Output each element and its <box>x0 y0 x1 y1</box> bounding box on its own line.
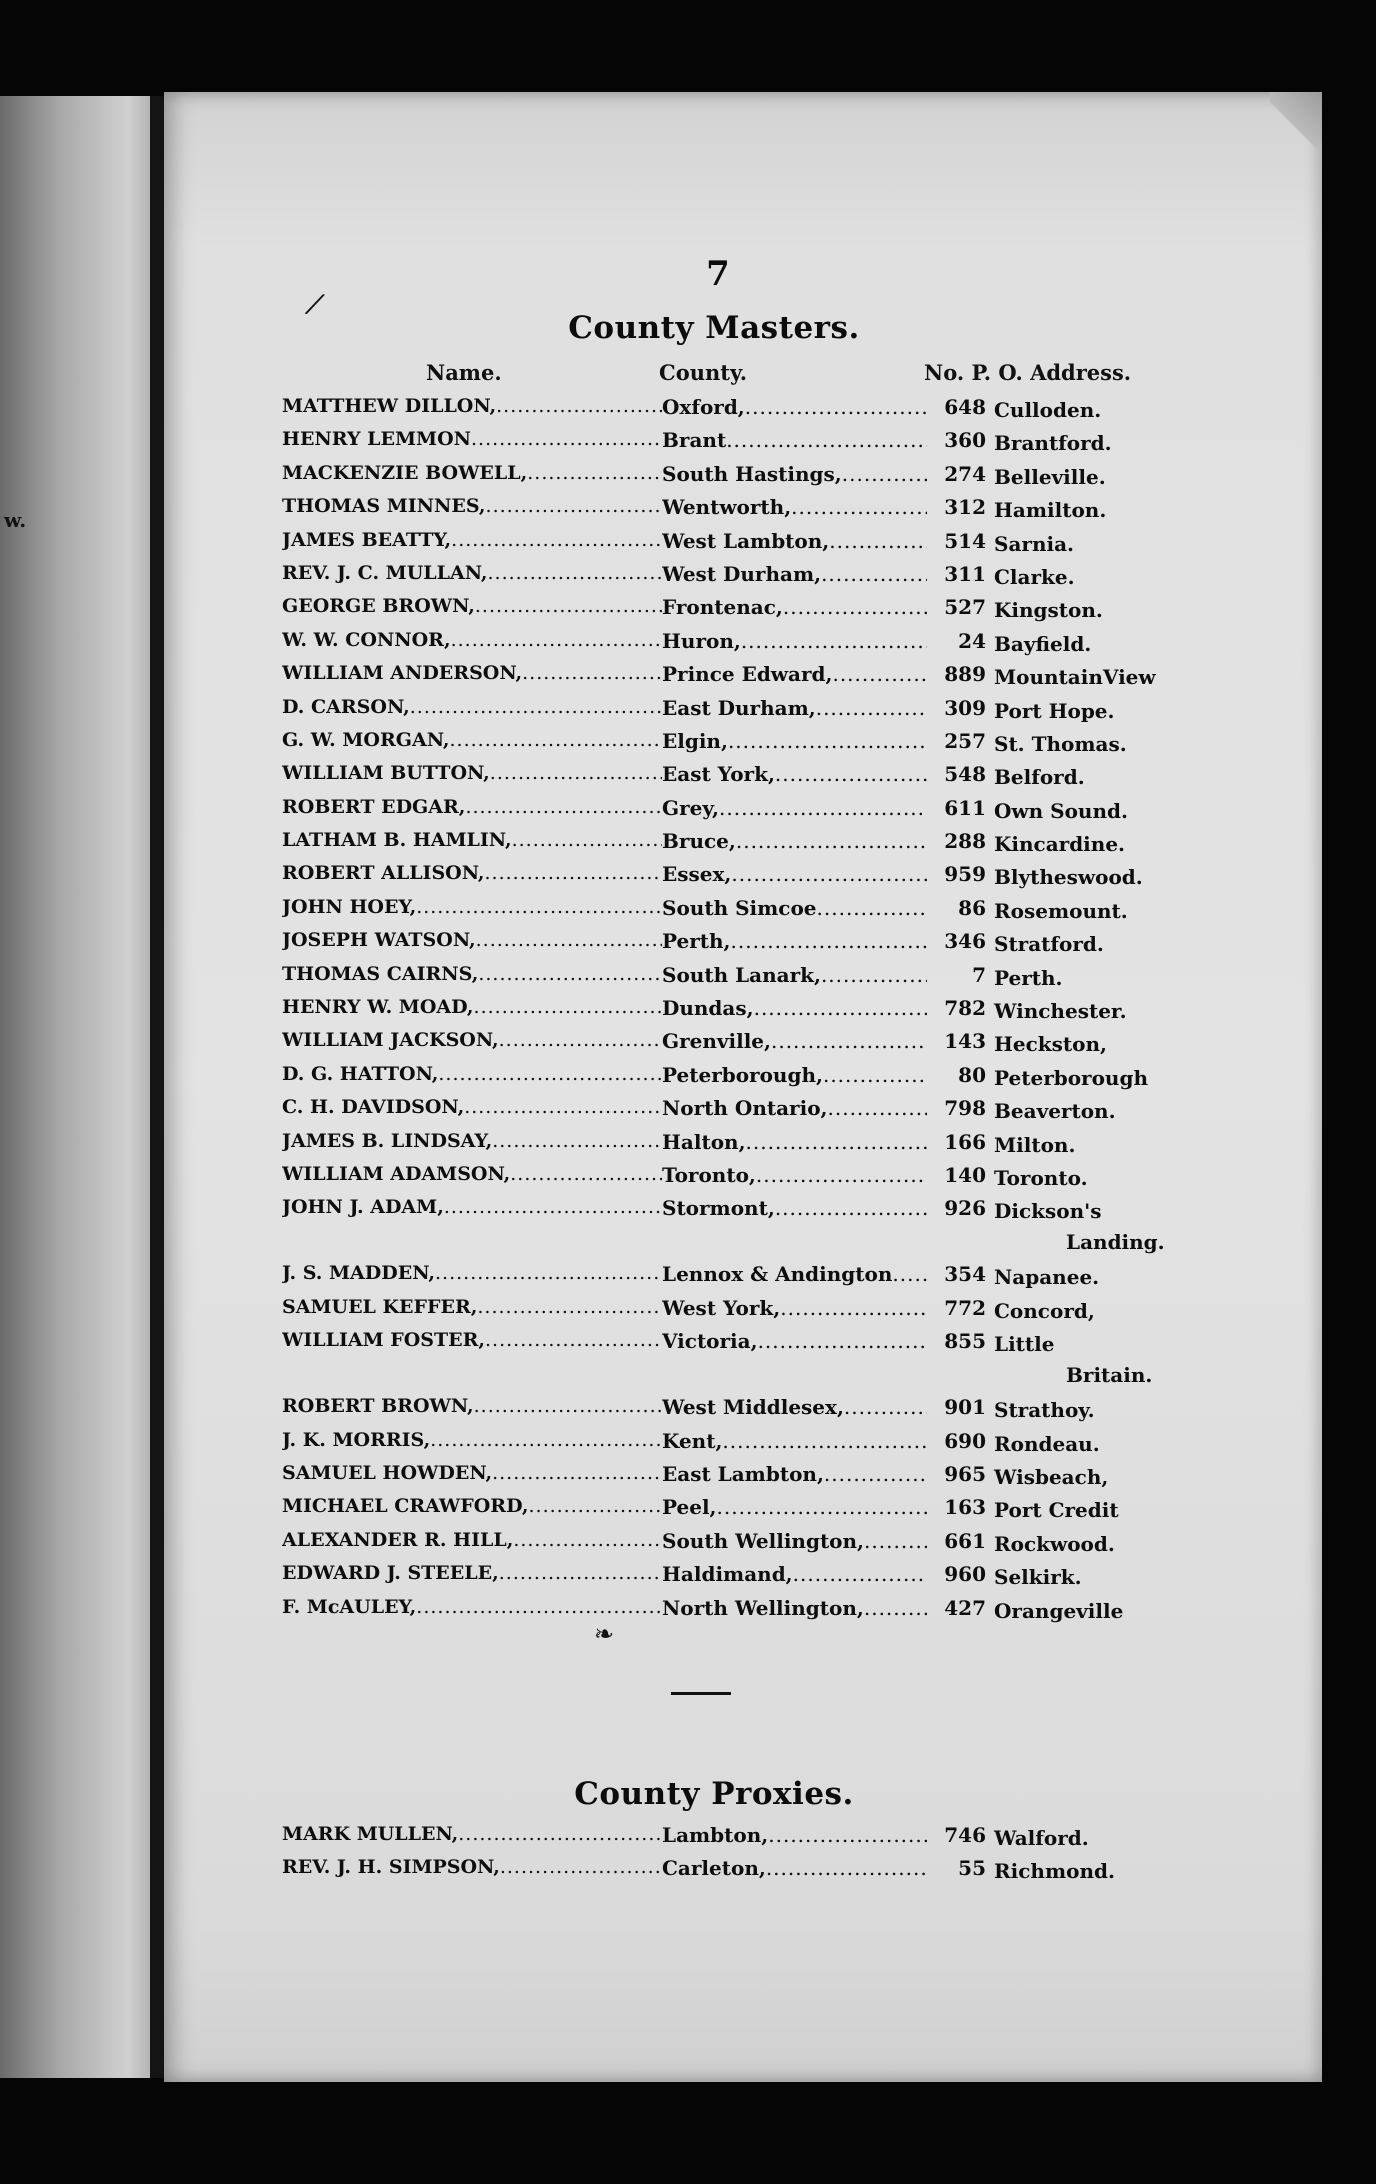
lodge-number: 354 <box>944 1262 986 1287</box>
county-masters-table <box>282 392 1222 1626</box>
table-row <box>282 559 1222 592</box>
member-name: J. K. MORRIS, ..... <box>282 1429 662 1451</box>
table-row <box>282 392 1222 425</box>
lodge-number: 690 <box>944 1428 986 1453</box>
county-name: Victoria, ..... <box>662 1329 927 1353</box>
county-name: Haldimand, ..... <box>662 1562 927 1586</box>
member-name: MACKENZIE BOWELL, ..... <box>282 462 662 484</box>
county-name: Wentworth, ..... <box>662 495 927 519</box>
lodge-number: 611 <box>944 795 986 820</box>
table-row <box>282 893 1222 926</box>
table-row <box>282 1559 1222 1592</box>
post-office-address <box>994 696 1234 727</box>
lodge-number: 855 <box>944 1329 986 1354</box>
column-header-no-address: No. P. O. Address. <box>924 360 1132 385</box>
lodge-number: 55 <box>958 1856 986 1881</box>
address-line: Selkirk. <box>994 1565 1082 1590</box>
address-line: Napanee. <box>994 1265 1100 1290</box>
table-row <box>282 1853 1222 1886</box>
table-row <box>282 1820 1222 1853</box>
member-name: W. W. CONNOR, ..... <box>282 629 662 651</box>
lodge-number: 959 <box>944 862 986 887</box>
table-row <box>282 1193 1222 1259</box>
county-name: Perth, ..... <box>662 929 927 953</box>
member-name: D. G. HATTON, ..... <box>282 1063 662 1085</box>
post-office-address <box>994 762 1234 793</box>
lodge-number: 24 <box>958 628 986 653</box>
table-row <box>282 1459 1222 1492</box>
table-row <box>282 659 1222 692</box>
post-office-address <box>994 1562 1234 1593</box>
member-name: MARK MULLEN, ..... <box>282 1823 662 1845</box>
post-office-address <box>994 1163 1234 1194</box>
lodge-number: 427 <box>944 1595 986 1620</box>
county-name: Kent, ..... <box>662 1429 927 1453</box>
lodge-number: 798 <box>944 1096 986 1121</box>
document-page <box>164 92 1322 2082</box>
post-office-address <box>994 1856 1234 1887</box>
county-name: South Simcoe ..... <box>662 896 927 920</box>
table-row <box>282 926 1222 959</box>
county-name: East York, ..... <box>662 762 927 786</box>
post-office-address <box>994 629 1234 660</box>
address-line: Peterborough <box>994 1065 1148 1090</box>
address-line: MountainView <box>994 665 1156 690</box>
county-proxies-heading: County Proxies. <box>574 1776 854 1812</box>
address-line: Port Hope. <box>994 698 1115 723</box>
county-name: Peel, ..... <box>662 1495 927 1519</box>
county-name: South Hastings, ..... <box>662 462 927 486</box>
member-name: EDWARD J. STEELE, ..... <box>282 1562 662 1584</box>
post-office-address <box>994 1495 1234 1526</box>
address-line: Hamilton. <box>994 498 1107 523</box>
address-line: Walford. <box>994 1826 1089 1850</box>
lodge-number: 140 <box>944 1162 986 1187</box>
address-line: Port Credit <box>994 1498 1119 1523</box>
table-row <box>282 1426 1222 1459</box>
address-line: Strathoy. <box>994 1398 1095 1423</box>
post-office-address <box>994 1823 1234 1854</box>
address-line: Landing. <box>1066 1230 1165 1255</box>
post-office-address <box>994 395 1234 426</box>
county-name: Dundas, ..... <box>662 996 927 1020</box>
lodge-number: 889 <box>944 662 986 687</box>
table-row <box>282 1026 1222 1059</box>
post-office-address <box>994 729 1234 760</box>
county-name: Prince Edward, ..... <box>662 662 927 686</box>
member-name: JAMES BEATTY, ..... <box>282 529 662 551</box>
address-line: Brantford. <box>994 431 1112 456</box>
member-name: REV. J. C. MULLAN, ..... <box>282 562 662 584</box>
table-row <box>282 1160 1222 1193</box>
lodge-number: 548 <box>944 762 986 787</box>
address-line: Rockwood. <box>994 1531 1115 1556</box>
member-name: THOMAS MINNES, ..... <box>282 495 662 517</box>
post-office-address <box>994 595 1234 626</box>
post-office-address <box>994 1262 1234 1293</box>
post-office-address <box>994 963 1234 994</box>
county-name: Grey, ..... <box>662 796 927 820</box>
lodge-number: 926 <box>944 1196 986 1221</box>
address-line: Heckston, <box>994 1032 1107 1057</box>
county-name: West Middlesex, ..... <box>662 1395 927 1419</box>
post-office-address <box>994 996 1234 1027</box>
table-row <box>282 1060 1222 1093</box>
lodge-number: 782 <box>944 996 986 1021</box>
book-gutter <box>150 96 164 2078</box>
table-row <box>282 1593 1222 1626</box>
member-name: F. McAULEY, ..... <box>282 1596 662 1618</box>
table-row <box>282 993 1222 1026</box>
table-row <box>282 960 1222 993</box>
table-row <box>282 1492 1222 1525</box>
member-name: C. H. DAVIDSON, ..... <box>282 1096 662 1118</box>
lodge-number: 965 <box>944 1461 986 1486</box>
county-name: Stormont, ..... <box>662 1196 927 1220</box>
county-name: West Lambton, ..... <box>662 529 927 553</box>
address-line: St. Thomas. <box>994 731 1127 756</box>
lodge-number: 346 <box>944 929 986 954</box>
post-office-address <box>994 862 1234 893</box>
lodge-number: 514 <box>944 528 986 553</box>
post-office-address <box>994 829 1234 860</box>
post-office-address <box>994 1296 1234 1327</box>
post-office-address <box>994 562 1234 593</box>
member-name: WILLIAM ADAMSON, ..... <box>282 1163 662 1185</box>
address-line: Wisbeach, <box>994 1464 1109 1489</box>
address-line: Belford. <box>994 765 1085 790</box>
county-name: Lambton, ..... <box>662 1823 927 1847</box>
lodge-number: 80 <box>958 1062 986 1087</box>
county-name: East Lambton, ..... <box>662 1462 927 1486</box>
table-row <box>282 492 1222 525</box>
address-line: Beaverton. <box>994 1099 1116 1124</box>
member-name: HENRY W. MOAD, ..... <box>282 996 662 1018</box>
member-name: WILLIAM ANDERSON, ..... <box>282 662 662 684</box>
county-name: Elgin, ..... <box>662 729 927 753</box>
member-name: WILLIAM FOSTER, ..... <box>282 1329 662 1351</box>
post-office-address <box>994 662 1234 693</box>
address-line: Blytheswood. <box>994 865 1143 890</box>
address-line: Concord, <box>994 1298 1095 1323</box>
section-divider-rule <box>671 1692 731 1695</box>
table-row <box>282 793 1222 826</box>
lodge-number: 288 <box>944 829 986 854</box>
left-page-text-fragment: w. <box>4 508 27 532</box>
address-line: Orangeville <box>994 1598 1124 1623</box>
page-corner-fold <box>1270 92 1322 152</box>
county-name: Essex, ..... <box>662 862 927 886</box>
table-row <box>282 759 1222 792</box>
post-office-address <box>994 529 1234 560</box>
member-name: JOHN J. ADAM, ..... <box>282 1196 662 1218</box>
post-office-address <box>994 1329 1234 1391</box>
county-name: West York, ..... <box>662 1296 927 1320</box>
county-name: Toronto, ..... <box>662 1163 927 1187</box>
table-row <box>282 1326 1222 1392</box>
member-name: JOSEPH WATSON, ..... <box>282 929 662 951</box>
lodge-number: 772 <box>944 1295 986 1320</box>
lodge-number: 309 <box>944 695 986 720</box>
post-office-address <box>994 1063 1234 1094</box>
left-facing-page <box>0 96 150 2078</box>
lodge-number: 960 <box>944 1562 986 1587</box>
member-name: SAMUEL KEFFER, ..... <box>282 1296 662 1318</box>
member-name: REV. J. H. SIMPSON, ..... <box>282 1856 662 1878</box>
county-name: West Durham, ..... <box>662 562 927 586</box>
address-line: Winchester. <box>994 999 1127 1024</box>
lodge-number: 86 <box>958 895 986 920</box>
county-name: Lennox & Andington ..... <box>662 1262 927 1286</box>
member-name: HENRY LEMMON ..... <box>282 428 662 450</box>
address-line: Belleville. <box>994 464 1106 489</box>
address-line: Dickson's <box>994 1199 1102 1224</box>
county-name: Frontenac, ..... <box>662 595 927 619</box>
member-name: SAMUEL HOWDEN, ..... <box>282 1462 662 1484</box>
county-masters-heading: County Masters. <box>568 310 860 346</box>
address-line: Kincardine. <box>994 832 1126 857</box>
member-name: WILLIAM JACKSON, ..... <box>282 1029 662 1051</box>
table-row <box>282 1293 1222 1326</box>
member-name: ROBERT EDGAR, ..... <box>282 796 662 818</box>
table-row <box>282 693 1222 726</box>
member-name: J. S. MADDEN, ..... <box>282 1262 662 1284</box>
county-name: Halton, ..... <box>662 1130 927 1154</box>
table-row <box>282 859 1222 892</box>
member-name: ALEXANDER R. HILL, ..... <box>282 1529 662 1551</box>
member-name: MICHAEL CRAWFORD, ..... <box>282 1495 662 1517</box>
lodge-number: 274 <box>944 461 986 486</box>
post-office-address <box>994 896 1234 927</box>
lodge-number: 257 <box>944 728 986 753</box>
table-row <box>282 626 1222 659</box>
address-line: Culloden. <box>994 398 1102 422</box>
county-name: Grenville, ..... <box>662 1029 927 1053</box>
county-name: Oxford, ..... <box>662 395 927 419</box>
member-name: MATTHEW DILLON, ..... <box>282 395 662 417</box>
lodge-number: 7 <box>972 962 986 987</box>
table-row <box>282 826 1222 859</box>
table-row <box>282 459 1222 492</box>
post-office-address <box>994 1429 1234 1460</box>
address-line: Little <box>994 1332 1055 1357</box>
table-row <box>282 726 1222 759</box>
county-name: Huron, ..... <box>662 629 927 653</box>
member-name: D. CARSON, ..... <box>282 696 662 718</box>
table-row <box>282 1259 1222 1292</box>
ink-stroke-mark: ⁄ <box>308 287 321 324</box>
county-name: North Ontario, ..... <box>662 1096 927 1120</box>
county-name: Peterborough, ..... <box>662 1063 927 1087</box>
lodge-number: 527 <box>944 595 986 620</box>
address-line: Britain. <box>1066 1363 1153 1388</box>
address-line: Richmond. <box>994 1859 1115 1884</box>
table-row <box>282 1526 1222 1559</box>
lodge-number: 746 <box>944 1823 986 1847</box>
lodge-number: 143 <box>944 1029 986 1054</box>
post-office-address <box>994 462 1234 493</box>
member-name: JAMES B. LINDSAY, ..... <box>282 1130 662 1152</box>
county-name: East Durham, ..... <box>662 696 927 720</box>
county-name: Brant ..... <box>662 428 927 452</box>
member-name: G. W. MORGAN, ..... <box>282 729 662 751</box>
member-name: THOMAS CAIRNS, ..... <box>282 963 662 985</box>
post-office-address <box>994 1395 1234 1426</box>
lodge-number: 312 <box>944 495 986 520</box>
post-office-address <box>994 428 1234 459</box>
post-office-address <box>994 1130 1234 1161</box>
post-office-address <box>994 929 1234 960</box>
lodge-number: 901 <box>944 1395 986 1420</box>
table-row <box>282 592 1222 625</box>
address-line: Rosemount. <box>994 898 1128 923</box>
member-name: GEORGE BROWN, ..... <box>282 595 662 617</box>
member-name: ROBERT BROWN, ..... <box>282 1395 662 1417</box>
table-row <box>282 1127 1222 1160</box>
county-name: North Wellington, ..... <box>662 1596 927 1620</box>
address-line: Own Sound. <box>994 798 1128 823</box>
page-number: 7 <box>706 254 730 294</box>
address-line: Rondeau. <box>994 1431 1100 1456</box>
county-name: South Lanark, ..... <box>662 963 927 987</box>
lodge-number: 166 <box>944 1129 986 1154</box>
lodge-number: 661 <box>944 1528 986 1553</box>
post-office-address <box>994 1029 1234 1060</box>
column-header-county: County. <box>659 360 748 385</box>
member-name: ROBERT ALLISON, ..... <box>282 862 662 884</box>
county-name: Carleton, ..... <box>662 1856 927 1880</box>
table-row <box>282 1392 1222 1425</box>
lodge-number: 163 <box>944 1495 986 1520</box>
address-line: Kingston. <box>994 598 1103 623</box>
post-office-address <box>994 1462 1234 1493</box>
post-office-address <box>994 1196 1234 1258</box>
county-proxies-table <box>282 1820 1222 1887</box>
ink-blot-mark: ❧ <box>594 1620 615 1648</box>
table-row <box>282 526 1222 559</box>
county-name: South Wellington, ..... <box>662 1529 927 1553</box>
lodge-number: 360 <box>944 428 986 453</box>
lodge-number: 648 <box>944 395 986 419</box>
post-office-address <box>994 1096 1234 1127</box>
member-name: JOHN HOEY, ..... <box>282 896 662 918</box>
post-office-address <box>994 1596 1234 1627</box>
member-name: WILLIAM BUTTON, ..... <box>282 762 662 784</box>
lodge-number: 311 <box>944 561 986 586</box>
address-line: Sarnia. <box>994 531 1074 556</box>
address-line: Clarke. <box>994 564 1075 589</box>
county-name: Bruce, ..... <box>662 829 927 853</box>
table-row <box>282 1093 1222 1126</box>
member-name: LATHAM B. HAMLIN, ..... <box>282 829 662 851</box>
table-row <box>282 425 1222 458</box>
post-office-address <box>994 1529 1234 1560</box>
post-office-address <box>994 796 1234 827</box>
address-line: Bayfield. <box>994 631 1092 656</box>
address-line: Perth. <box>994 965 1063 990</box>
column-header-name: Name. <box>426 360 502 385</box>
post-office-address <box>994 495 1234 526</box>
address-line: Milton. <box>994 1132 1076 1157</box>
address-line: Toronto. <box>994 1165 1088 1190</box>
address-line: Stratford. <box>994 932 1104 957</box>
